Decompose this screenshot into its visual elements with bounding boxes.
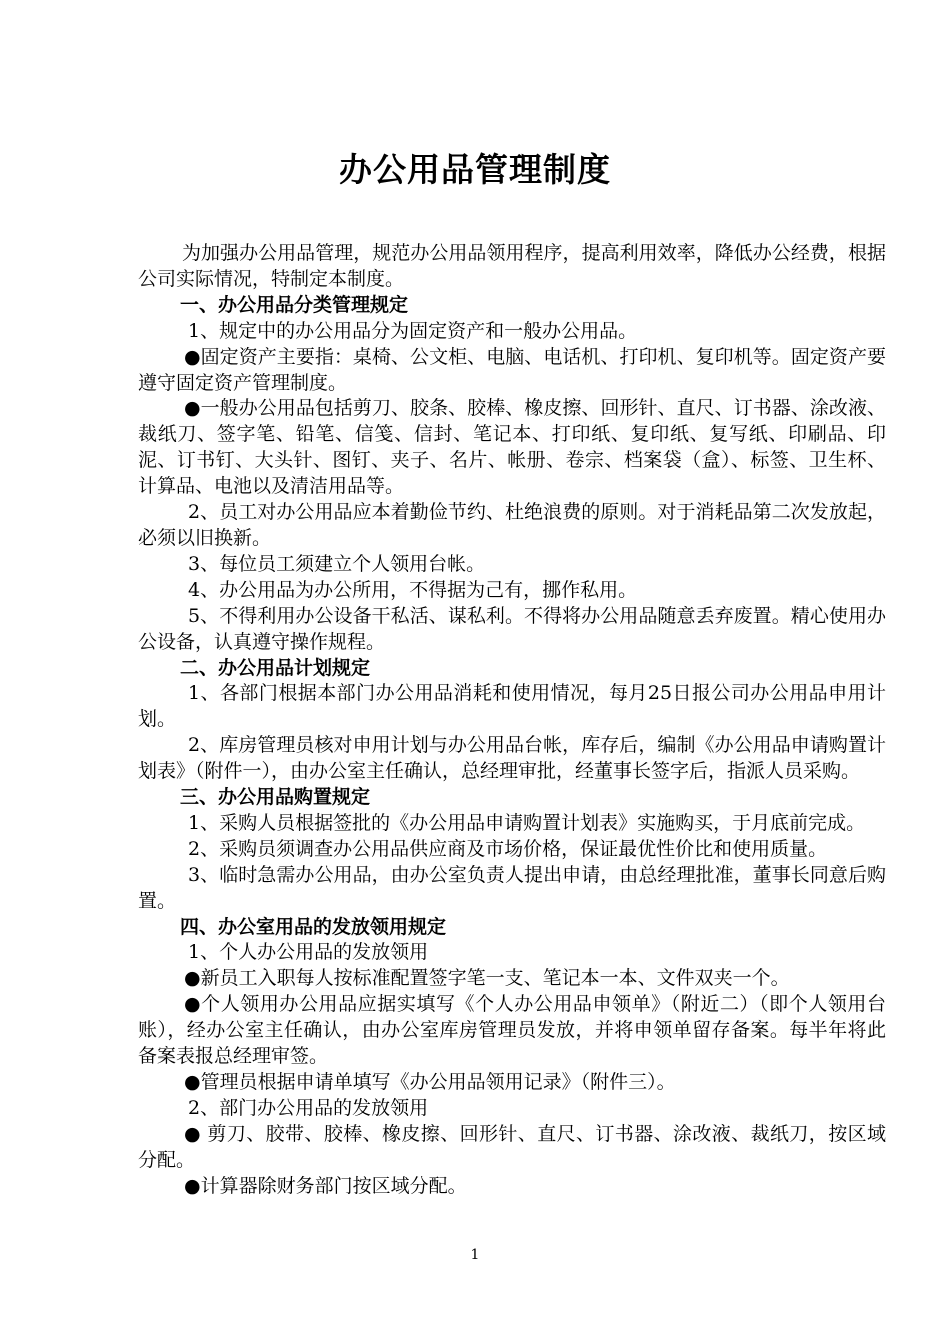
section-3-item-3: 3、临时急需办公用品，由办公室负责人提出申请，由总经理批准，董事长同意后购置。 <box>138 863 886 912</box>
section-4-item-1: 1、个人办公用品的发放领用 <box>188 941 429 964</box>
section-2-heading: 二、办公用品计划规定 <box>180 656 371 679</box>
section-1-item-1: 1、规定中的办公用品分为固定资产和一般办公用品。 <box>188 319 638 342</box>
section-4-item-2: 2、部门办公用品的发放领用 <box>188 1096 429 1119</box>
section-1-general-supplies: ●一般办公用品包括剪刀、胶条、胶棒、橡皮擦、回形针、直尺、订书器、涂改液、裁纸刀、签字笔、铅笔、信笺、信封、笔记本、打印纸、复印纸、复写纸、印刷品、印泥、订书钉、大头针、图钉、夹子、名片、帐册、卷宗、档案袋（盒）、标签、卫生杯、计算品、电池以及清洁用品等。 <box>138 397 886 498</box>
section-4-heading: 四、办公室用品的发放领用规定 <box>180 915 447 938</box>
section-1-item-4: 4、办公用品为办公所用，不得据为己有，挪作私用。 <box>188 578 638 601</box>
section-3-item-2: 2、采购员须调查办公用品供应商及市场价格，保证最优性价比和使用质量。 <box>188 837 828 860</box>
section-2-item-2: 2、库房管理员核对申用计划与办公用品台帐，库存后，编制《办公用品申请购置计划表》（附件一），由办公室主任确认，总经理审批，经董事长签字后，指派人员采购。 <box>138 734 886 783</box>
section-3-item-1: 1、采购人员根据签批的《办公用品申请购置计划表》实施购买，于月底前完成。 <box>188 811 866 834</box>
section-1-item-2: 2、员工对办公用品应本着勤俭节约、杜绝浪费的原则。对于消耗品第二次发放起，必须以旧换新。 <box>138 501 886 549</box>
section-1-heading: 一、办公用品分类管理规定 <box>180 293 409 316</box>
section-3-heading: 三、办公用品购置规定 <box>180 786 371 809</box>
section-4-admin-record: ●管理员根据申请单填写《办公用品领用记录》（附件三）。 <box>184 1071 676 1093</box>
intro-paragraph: 为加强办公用品管理，规范办公用品领用程序，提高利用效率，降低办公经费，根据公司实际情况，特制定本制度。 <box>138 242 886 290</box>
section-4-personal-requisition: ●个人领用办公用品应据实填写《个人办公用品申领单》（附近二）（即个人领用台账），经办公室主任确认，由办公室库房管理员发放，并将申领单留存备案。每半年将此备案表报总经理审签。 <box>138 993 886 1068</box>
section-4-calculator: ●计算器除财务部门按区域分配。 <box>184 1174 467 1197</box>
section-1-fixed-assets: ●固定资产主要指：桌椅、公文柜、电脑、电话机、打印机、复印机等。固定资产要遵守固定资产管理制度。 <box>138 345 886 394</box>
document-body <box>138 241 886 1200</box>
page-number: 1 <box>470 1247 480 1263</box>
section-1-item-3: 3、每位员工须建立个人领用台帐。 <box>188 552 486 575</box>
document-title: 办公用品管理制度 <box>339 150 611 189</box>
section-2-item-1: 1、各部门根据本部门办公用品消耗和使用情况，每月25日报公司办公用品申用计划。 <box>138 682 886 731</box>
section-1-item-5: 5、不得利用办公设备干私活、谋私利。不得将办公用品随意丢弃废置。精心使用办公设备，认真遵守操作规程。 <box>138 604 886 653</box>
section-4-new-employee: ●新员工入职每人按标准配置签字笔一支、笔记本一本、文件双夹一个。 <box>184 967 790 990</box>
section-4-dept-supplies: ● 剪刀、胶带、胶棒、橡皮擦、回形针、直尺、订书器、涂改液、裁纸刀，按区域分配。 <box>138 1122 886 1171</box>
